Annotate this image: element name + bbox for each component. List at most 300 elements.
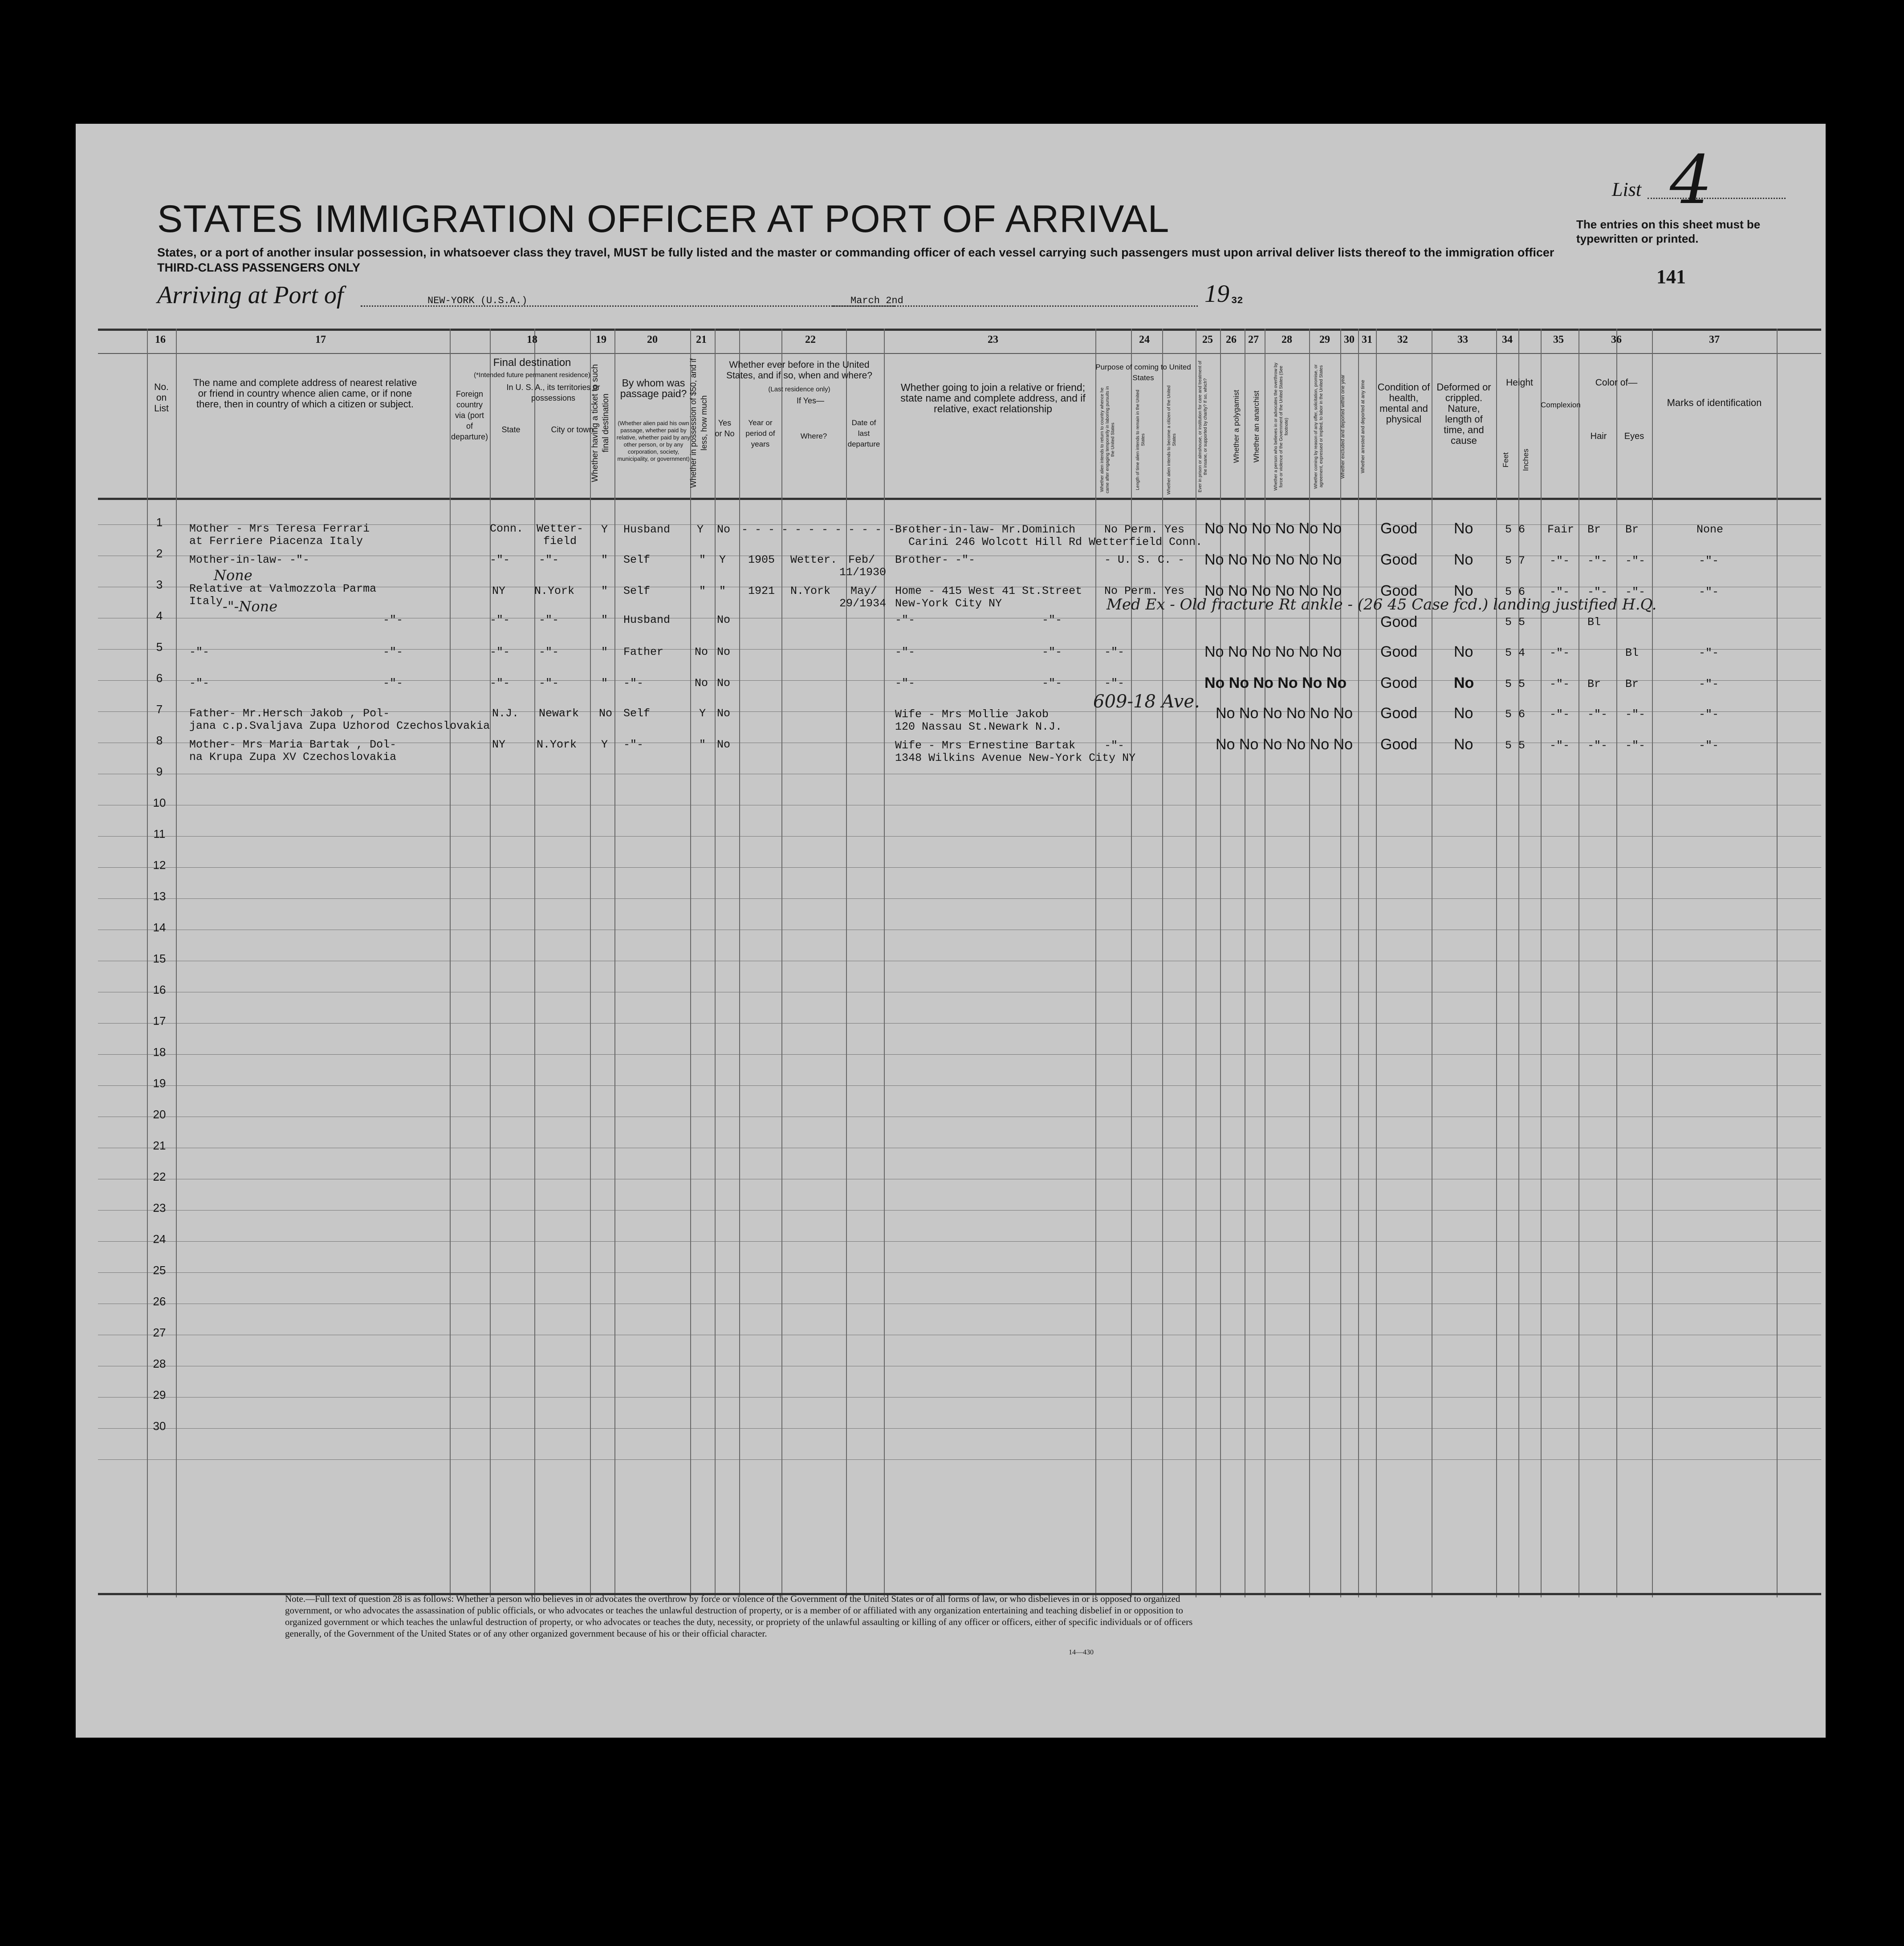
r1-hair: Br bbox=[1587, 523, 1601, 536]
col26-heading: Whether a polygamist bbox=[1232, 390, 1241, 463]
r5-marks: -"- bbox=[1699, 646, 1719, 659]
r2-height: 5 7 bbox=[1505, 554, 1526, 567]
col22-subheading: (Last residence only) bbox=[768, 386, 830, 393]
column-rule bbox=[1340, 329, 1341, 1597]
r2-money: " bbox=[699, 553, 706, 566]
row-rule bbox=[98, 1428, 1821, 1429]
arriving-label: Arriving at Port of bbox=[157, 281, 344, 309]
manifest-sheet bbox=[76, 124, 1826, 1738]
r5-complexion: -"- bbox=[1550, 646, 1570, 659]
column-rule bbox=[1220, 329, 1221, 1597]
row-rule bbox=[98, 867, 1821, 868]
r5-relative-ditto-2: -"- bbox=[383, 646, 403, 658]
r8-eyes: -"- bbox=[1625, 739, 1646, 752]
column-rule bbox=[590, 329, 591, 1597]
r7-before: No bbox=[717, 707, 731, 720]
r1-complexion: Fair bbox=[1547, 523, 1574, 536]
r1-conditions: No No No No No No bbox=[1204, 520, 1342, 537]
r3-where: N.York bbox=[790, 585, 831, 597]
r8-join: Wife - Mrs Ernestine Bartak bbox=[895, 739, 1076, 752]
column-number: 30 bbox=[1344, 334, 1355, 345]
r1-join: Brother-in-law- Mr.Dominich bbox=[895, 523, 1076, 536]
r6-relative-ditto-2: -"- bbox=[383, 677, 403, 690]
r2-deformed: No bbox=[1454, 551, 1473, 568]
column-number: 28 bbox=[1282, 334, 1292, 345]
r5-deformed: No bbox=[1454, 643, 1473, 660]
r2-eyes: -"- bbox=[1625, 554, 1646, 567]
r8-relative: Mother- Mrs Maria Bartak , Dol- bbox=[189, 738, 397, 751]
col22-where: Where? bbox=[800, 432, 827, 440]
year-suffix: 32 bbox=[1231, 295, 1243, 306]
column-rule bbox=[450, 329, 451, 1597]
r3-eyes: -"- bbox=[1625, 585, 1646, 598]
list-underline bbox=[1648, 198, 1786, 199]
row-rule bbox=[98, 1459, 1821, 1460]
column-rule bbox=[1095, 329, 1096, 1597]
col17-heading: The name and complete address of nearest relative or friend in country whence alien came, or if none there, then in country of which a citizen or subject. bbox=[193, 377, 417, 410]
col36-heading: Color of— bbox=[1595, 378, 1638, 388]
column-rule bbox=[1162, 329, 1163, 1597]
r2-year: 1905 bbox=[748, 553, 775, 566]
row-rule bbox=[98, 1023, 1821, 1024]
column-number-rule bbox=[98, 353, 1821, 354]
r6-conditions: No No No No No No bbox=[1204, 674, 1347, 691]
r8-state: NY bbox=[492, 738, 506, 751]
col22-ifyes: If Yes— bbox=[796, 396, 825, 405]
r7-health: Good bbox=[1380, 705, 1418, 722]
header-bottom-rule bbox=[98, 498, 1821, 500]
r3-relative: Relative at Valmozzola Parma bbox=[189, 582, 377, 595]
col24-citizen: Whether alien intends to become a citizen of the United States bbox=[1167, 385, 1177, 495]
row-number: 27 bbox=[153, 1326, 166, 1339]
row-number: 21 bbox=[153, 1139, 166, 1152]
r1-purpose: No Perm. Yes bbox=[1104, 523, 1185, 536]
row-number: 17 bbox=[153, 1014, 166, 1028]
row-number: 11 bbox=[153, 827, 166, 841]
column-number: 33 bbox=[1457, 334, 1468, 345]
row-rule bbox=[98, 1085, 1821, 1086]
row-number: 3 bbox=[156, 578, 163, 591]
r2-hair: -"- bbox=[1587, 554, 1608, 567]
manifest-table bbox=[98, 329, 1821, 1597]
r2-city: -"- bbox=[539, 553, 559, 566]
r3-hair: -"- bbox=[1587, 585, 1608, 598]
r2-state: -"- bbox=[490, 553, 510, 566]
col30-heading: Whether excluded and deported within one year bbox=[1340, 374, 1346, 479]
r3-date-2: 29/1934 bbox=[839, 597, 887, 610]
col18-state: State bbox=[501, 425, 521, 434]
column-number: 23 bbox=[988, 334, 998, 345]
r7-join-2: 120 Nassau St.Newark N.J. bbox=[895, 720, 1062, 733]
r3-handwritten-none: None bbox=[214, 567, 252, 584]
r6-marks: -"- bbox=[1699, 678, 1719, 691]
r6-health: Good bbox=[1380, 674, 1418, 691]
r1-city-2: field bbox=[543, 535, 577, 548]
r2-conditions: No No No No No No bbox=[1204, 551, 1342, 568]
r6-ticket: " bbox=[601, 677, 608, 690]
r6-join: -"- bbox=[895, 677, 915, 690]
r5-state: -"- bbox=[490, 646, 510, 658]
col24-return: Whether alien intends to return to country whence he came after engaging temporarily in laboring pursuits in the United States bbox=[1100, 386, 1115, 494]
r3-complexion: -"- bbox=[1550, 585, 1570, 598]
col16-heading: No. on List bbox=[154, 382, 169, 414]
r4-ticket: " bbox=[601, 613, 608, 626]
r2-marks: -"- bbox=[1699, 554, 1719, 567]
row-rule bbox=[98, 1210, 1821, 1211]
col22-heading: Whether ever before in the United States, and if so, when and where? bbox=[726, 360, 873, 381]
r8-deformed: No bbox=[1454, 736, 1473, 753]
r1-before: No bbox=[717, 523, 731, 536]
col22-yesno: Yes or No bbox=[715, 418, 735, 438]
r5-join: -"- bbox=[895, 646, 915, 658]
column-number: 36 bbox=[1611, 334, 1622, 345]
r7-relative: Father- Mr.Hersch Jakob , Pol- bbox=[189, 707, 390, 720]
r3-deformed: No bbox=[1454, 582, 1473, 599]
column-number: 32 bbox=[1397, 334, 1408, 345]
r7-eyes: -"- bbox=[1625, 708, 1646, 721]
column-rule bbox=[1777, 329, 1778, 1597]
r3-conditions: No No No No No No bbox=[1204, 582, 1342, 599]
r3-paid: Self bbox=[623, 585, 651, 597]
col18-usa: In U. S. A., its territories or possessions bbox=[506, 383, 600, 402]
page-title: STATES IMMIGRATION OFFICER AT PORT OF ARRIVAL bbox=[157, 198, 1170, 240]
col24-length: Length of time alien intends to remain in the United States bbox=[1135, 390, 1146, 490]
r8-paid: -"- bbox=[623, 738, 644, 751]
r7-complexion: -"- bbox=[1550, 708, 1570, 721]
r6-height: 5 5 bbox=[1505, 678, 1526, 691]
r6-hair: Br bbox=[1587, 678, 1601, 691]
col18-subtitle: (*Intended future permanent residence) bbox=[474, 371, 590, 379]
col23-heading: Whether going to join a relative or friend; state name and complete address, and if relative, exact relationship bbox=[900, 382, 1086, 414]
row-number: 16 bbox=[153, 983, 166, 996]
r6-before: No bbox=[717, 677, 731, 690]
r6-relative-ditto: -"- bbox=[189, 677, 210, 690]
row-number: 26 bbox=[153, 1295, 166, 1308]
r1-ticket: Y bbox=[601, 523, 608, 536]
row-number: 6 bbox=[156, 671, 163, 685]
row-number: 22 bbox=[153, 1170, 166, 1183]
row-number: 13 bbox=[153, 890, 166, 903]
r5-eyes: Bl bbox=[1625, 646, 1639, 659]
footnote: Note.—Full text of question 28 is as follows: Whether a person who believes in or advocates the overthrow by force or violence of the Government of the United States or of all forms of law, or who disbelieves in or is opposed to organized government, or who advocates the assassination of public officials, or who advocates or teaches the unlawful destruction of property, or is a member of or affiliated with any organization entertaining and teaching disbelief in or opposition to organized government or which teaches the unlawful destruction of property, or who advocates or teaches the duty, necessity, or propriety of the unlawful assaulting or killing of any officer or officers, either of specific individuals or of officers generally, of the Government of the United States or of any other organized government because of his or their official character. bbox=[285, 1593, 1193, 1639]
row-number: 4 bbox=[156, 609, 163, 622]
col35-heading: Complexion bbox=[1541, 401, 1581, 409]
r2-join: Brother- -"- bbox=[895, 553, 976, 566]
col34-inches: Inches bbox=[1522, 448, 1530, 471]
r4-handwritten-none: -"-None bbox=[223, 598, 278, 615]
r5-health: Good bbox=[1380, 643, 1418, 660]
column-rule bbox=[739, 329, 740, 1597]
row-number: 15 bbox=[153, 952, 166, 965]
row-number: 14 bbox=[153, 921, 166, 934]
r1-deformed: No bbox=[1454, 520, 1473, 537]
r8-city: N.York bbox=[537, 738, 577, 751]
r8-complexion: -"- bbox=[1550, 739, 1570, 752]
r6-eyes: Br bbox=[1625, 678, 1639, 691]
r7-ticket: No bbox=[599, 707, 613, 720]
r8-marks: -"- bbox=[1699, 739, 1719, 752]
r5-before: No bbox=[717, 646, 731, 658]
r3-height: 5 6 bbox=[1505, 585, 1526, 598]
column-number: 29 bbox=[1319, 334, 1330, 345]
column-number: 27 bbox=[1248, 334, 1259, 345]
r8-height: 5 5 bbox=[1505, 739, 1526, 752]
r2-health: Good bbox=[1380, 551, 1418, 568]
r8-before: No bbox=[717, 738, 731, 751]
column-rule bbox=[781, 329, 782, 1597]
r2-complexion: -"- bbox=[1550, 554, 1570, 567]
column-number: 16 bbox=[155, 334, 166, 345]
r2-purpose: - U. S. C. - bbox=[1104, 553, 1185, 566]
column-rule bbox=[1496, 329, 1497, 1597]
column-rule bbox=[1309, 329, 1310, 1597]
r5-join-ditto: -"- bbox=[1042, 646, 1062, 658]
column-number: 21 bbox=[696, 334, 707, 345]
instructions bbox=[157, 245, 1582, 275]
col29-heading: Whether coming by reason of any offer, solicitation, promise, or agreement, expressed or implied, to labor in the United States bbox=[1314, 364, 1324, 489]
r1-relative: Mother - Mrs Teresa Ferrari bbox=[189, 522, 370, 535]
r7-height: 5 6 bbox=[1505, 708, 1526, 721]
r3-state: NY bbox=[492, 585, 506, 597]
row-number: 28 bbox=[153, 1357, 166, 1370]
col34-feet: Feet bbox=[1501, 452, 1510, 468]
col22-year: Year or period of years bbox=[745, 418, 775, 448]
r5-relative-ditto: -"- bbox=[189, 646, 210, 658]
r3-relative-2: Italy bbox=[189, 595, 223, 608]
col18-title: Final destination bbox=[493, 357, 571, 369]
column-rule bbox=[1376, 329, 1377, 1597]
r5-money: No bbox=[695, 646, 708, 658]
r3-money: " bbox=[699, 585, 706, 597]
row-rule bbox=[98, 1397, 1821, 1398]
row-rule bbox=[98, 1054, 1821, 1055]
row-number: 2 bbox=[156, 547, 163, 560]
r1-city: Wetter- bbox=[537, 522, 584, 535]
r1-eyes: Br bbox=[1625, 523, 1639, 536]
r3-date: May/ bbox=[850, 585, 878, 597]
column-number: 18 bbox=[527, 334, 537, 345]
r6-join-ditto: -"- bbox=[1042, 677, 1062, 690]
column-number: 20 bbox=[647, 334, 658, 345]
r7-conditions: No No No No No No bbox=[1216, 705, 1353, 722]
r5-paid: Father bbox=[623, 646, 664, 658]
column-number: 31 bbox=[1362, 334, 1372, 345]
column-rule bbox=[490, 329, 491, 1597]
row-number: 10 bbox=[153, 796, 166, 809]
column-rule bbox=[690, 329, 691, 1597]
r8-relative-2: na Krupa Zupa XV Czechoslovakia bbox=[189, 751, 397, 764]
r7-hair: -"- bbox=[1587, 708, 1608, 721]
sheet-number: 141 bbox=[1656, 266, 1686, 288]
column-number: 24 bbox=[1139, 334, 1150, 345]
r1-relative-2: at Ferriere Piacenza Italy bbox=[189, 535, 363, 548]
entries-note: The entries on this sheet must be typewritten or printed. bbox=[1576, 218, 1761, 245]
r8-conditions: No No No No No No bbox=[1216, 736, 1353, 753]
r5-purpose: -"- bbox=[1104, 646, 1125, 658]
column-rule bbox=[176, 329, 177, 1597]
column-rule bbox=[884, 329, 885, 1597]
class-line: THIRD-CLASS PASSENGERS ONLY bbox=[157, 261, 361, 274]
column-number: 37 bbox=[1709, 334, 1720, 345]
r4-height: 5 5 bbox=[1505, 616, 1526, 629]
col18-city: City or town bbox=[551, 425, 594, 434]
col25-heading: Ever in prison or almshouse, or institution for care and treatment of the insane, or supported by charity? If so, which? bbox=[1198, 361, 1208, 492]
r2-date: Feb/ bbox=[848, 553, 875, 566]
col21-heading: Whether in possession of $50, and if less, how much bbox=[689, 358, 708, 488]
row-number: 8 bbox=[156, 734, 163, 747]
column-rule bbox=[846, 329, 847, 1597]
col19-heading: Whether having a ticket to such final destination bbox=[590, 364, 610, 482]
r6-purpose: -"- bbox=[1104, 677, 1125, 690]
r6-state: -"- bbox=[490, 677, 510, 690]
column-rule bbox=[1358, 329, 1359, 1597]
r7-city: Newark bbox=[539, 707, 579, 720]
column-number: 19 bbox=[596, 334, 606, 345]
r3-city: N.York bbox=[534, 585, 575, 597]
r2-relative: Mother-in-law- -"- bbox=[189, 553, 310, 566]
r3-ticket: " bbox=[601, 585, 608, 597]
r5-city: -"- bbox=[539, 646, 559, 658]
r1-money: Y bbox=[697, 523, 704, 536]
row-rule bbox=[98, 1272, 1821, 1273]
r7-relative-2: jana c.p.Svaljava Zupa Uzhorod Czechoslovakia bbox=[189, 719, 490, 732]
row-number: 25 bbox=[153, 1263, 166, 1277]
r8-ticket: Y bbox=[601, 738, 608, 751]
r3-join: Home - 415 West 41 St.Street bbox=[895, 585, 1082, 597]
row-number: 12 bbox=[153, 858, 166, 872]
row-number: 9 bbox=[156, 765, 163, 778]
instructions-text: States, or a port of another insular possession, in whatsoever class they travel, MUST be fully listed and the master or commanding officer of each vessel carrying such passengers must upon arrival deliver lists thereof to the immigration officer bbox=[157, 246, 1554, 259]
r4-medical-note: Med Ex - Old fracture Rt ankle - (26 45 Case fcd.) landing justified H.Q. bbox=[1107, 596, 1657, 613]
r6-complexion: -"- bbox=[1550, 678, 1570, 691]
r7-join: Wife - Mrs Mollie Jakob bbox=[895, 708, 1049, 721]
row-rule bbox=[98, 1241, 1821, 1242]
column-rule bbox=[1616, 329, 1617, 1597]
column-rule bbox=[1652, 329, 1653, 1597]
r3-purpose: No Perm. Yes bbox=[1104, 585, 1185, 597]
r1-height: 5 6 bbox=[1505, 523, 1526, 536]
row-number: 7 bbox=[156, 703, 163, 716]
r3-join-2: New-York City NY bbox=[895, 597, 1002, 610]
r7-handwritten-address: 609-18 Ave. bbox=[1093, 691, 1200, 712]
r1-paid: Husband bbox=[623, 523, 671, 536]
column-rule bbox=[1518, 329, 1519, 1597]
r1-join-2: Carini 246 Wolcott Hill Rd Wetterfield Conn. bbox=[908, 536, 1203, 548]
r5-conditions: No No No No No No bbox=[1204, 643, 1342, 660]
r3-before: " bbox=[719, 585, 726, 597]
port-value: NEW-YORK (U.S.A.) bbox=[427, 295, 528, 306]
row-number: 23 bbox=[153, 1201, 166, 1215]
column-number: 34 bbox=[1502, 334, 1513, 345]
form-code: 14—430 bbox=[1069, 1649, 1094, 1656]
r1-state: Conn. bbox=[490, 522, 524, 535]
row-number: 18 bbox=[153, 1045, 166, 1059]
r7-money: Y bbox=[699, 707, 706, 720]
col22-date: Date of last departure bbox=[847, 418, 880, 448]
r8-money: " bbox=[699, 738, 706, 751]
r3-marks: -"- bbox=[1699, 585, 1719, 598]
column-number: 22 bbox=[805, 334, 816, 345]
r2-paid: Self bbox=[623, 553, 651, 566]
column-rule bbox=[534, 329, 535, 1597]
r6-money: No bbox=[695, 677, 708, 690]
r2-ticket: " bbox=[601, 553, 608, 566]
column-rule bbox=[147, 329, 148, 1597]
row-rule bbox=[98, 836, 1821, 837]
r6-paid: -"- bbox=[623, 677, 644, 690]
arrival-date: March 2nd bbox=[850, 295, 903, 306]
r4-state: -"- bbox=[490, 613, 510, 626]
r1-dashes: - - - - - - - - - - - - - - - bbox=[741, 523, 936, 536]
col37-heading: Marks of identification bbox=[1667, 397, 1762, 408]
row-number: 29 bbox=[153, 1388, 166, 1402]
r3-year: 1921 bbox=[748, 585, 775, 597]
column-number: 25 bbox=[1202, 334, 1213, 345]
r2-where: Wetter. bbox=[790, 553, 838, 566]
col33-heading: Deformed or crippled. Nature, length of time, and cause bbox=[1436, 382, 1491, 446]
table-top-rule bbox=[98, 329, 1821, 331]
column-rule bbox=[1541, 329, 1542, 1597]
col20-subheading: (Whether alien paid his own passage, whether paid by relative, whether paid by any other person, or by any corporation, society, municipality, or government) bbox=[616, 420, 691, 462]
column-rule bbox=[614, 329, 615, 1597]
row-number: 30 bbox=[153, 1419, 166, 1433]
r7-paid: Self bbox=[623, 707, 651, 720]
r4-city: -"- bbox=[539, 613, 559, 626]
r7-deformed: No bbox=[1454, 705, 1473, 722]
row-number: 5 bbox=[156, 640, 163, 654]
r8-health: Good bbox=[1380, 736, 1418, 753]
r4-hair: Bl bbox=[1587, 616, 1601, 629]
col32-heading: Condition of health, mental and physical bbox=[1377, 382, 1430, 425]
r3-health: Good bbox=[1380, 582, 1418, 599]
list-label: List bbox=[1612, 179, 1642, 200]
row-number: 1 bbox=[156, 516, 163, 529]
r4-relative-ditto: -"- bbox=[383, 613, 403, 626]
r7-marks: -"- bbox=[1699, 708, 1719, 721]
column-rule bbox=[1131, 329, 1132, 1597]
col20-heading: By whom was passage paid? bbox=[620, 377, 687, 399]
r2-before: Y bbox=[719, 553, 726, 566]
r4-join-ditto: -"- bbox=[1042, 613, 1062, 626]
row-rule bbox=[98, 898, 1821, 899]
col36-eyes: Eyes bbox=[1624, 431, 1644, 441]
r4-before: No bbox=[717, 613, 731, 626]
col31-heading: Whether arrested and deported at any time bbox=[1360, 380, 1366, 473]
r7-state: N.J. bbox=[492, 707, 519, 720]
r4-health: Good bbox=[1380, 613, 1418, 630]
r2-date-2: 11/1930 bbox=[839, 566, 887, 579]
column-number: 26 bbox=[1226, 334, 1237, 345]
column-rule bbox=[715, 329, 716, 1597]
col36-hair: Hair bbox=[1590, 431, 1607, 441]
col28-heading: Whether a person who believes in or advocates the overthrow by force or violence of the Government of the United States (See footnote) bbox=[1273, 362, 1289, 491]
r1-health: Good bbox=[1380, 520, 1418, 537]
col27-heading: Whether an anarchist bbox=[1252, 390, 1261, 463]
r6-deformed: No bbox=[1454, 674, 1474, 691]
r6-city: -"- bbox=[539, 677, 559, 690]
year-prefix: 19 bbox=[1204, 280, 1229, 308]
col24-heading: Purpose of coming to United States bbox=[1095, 363, 1191, 382]
r8-join-2: 1348 Wilkins Avenue New-York City NY bbox=[895, 752, 1136, 764]
r5-height: 5 4 bbox=[1505, 646, 1526, 659]
col18-foreign: Foreign country via (port of departure) bbox=[451, 390, 488, 441]
row-number: 24 bbox=[153, 1232, 166, 1246]
r4-join: -"- bbox=[895, 613, 915, 626]
row-number: 19 bbox=[153, 1077, 166, 1090]
list-number: 4 bbox=[1670, 142, 1713, 219]
r5-ticket: " bbox=[601, 646, 608, 658]
r8-purpose: -"- bbox=[1104, 739, 1125, 752]
